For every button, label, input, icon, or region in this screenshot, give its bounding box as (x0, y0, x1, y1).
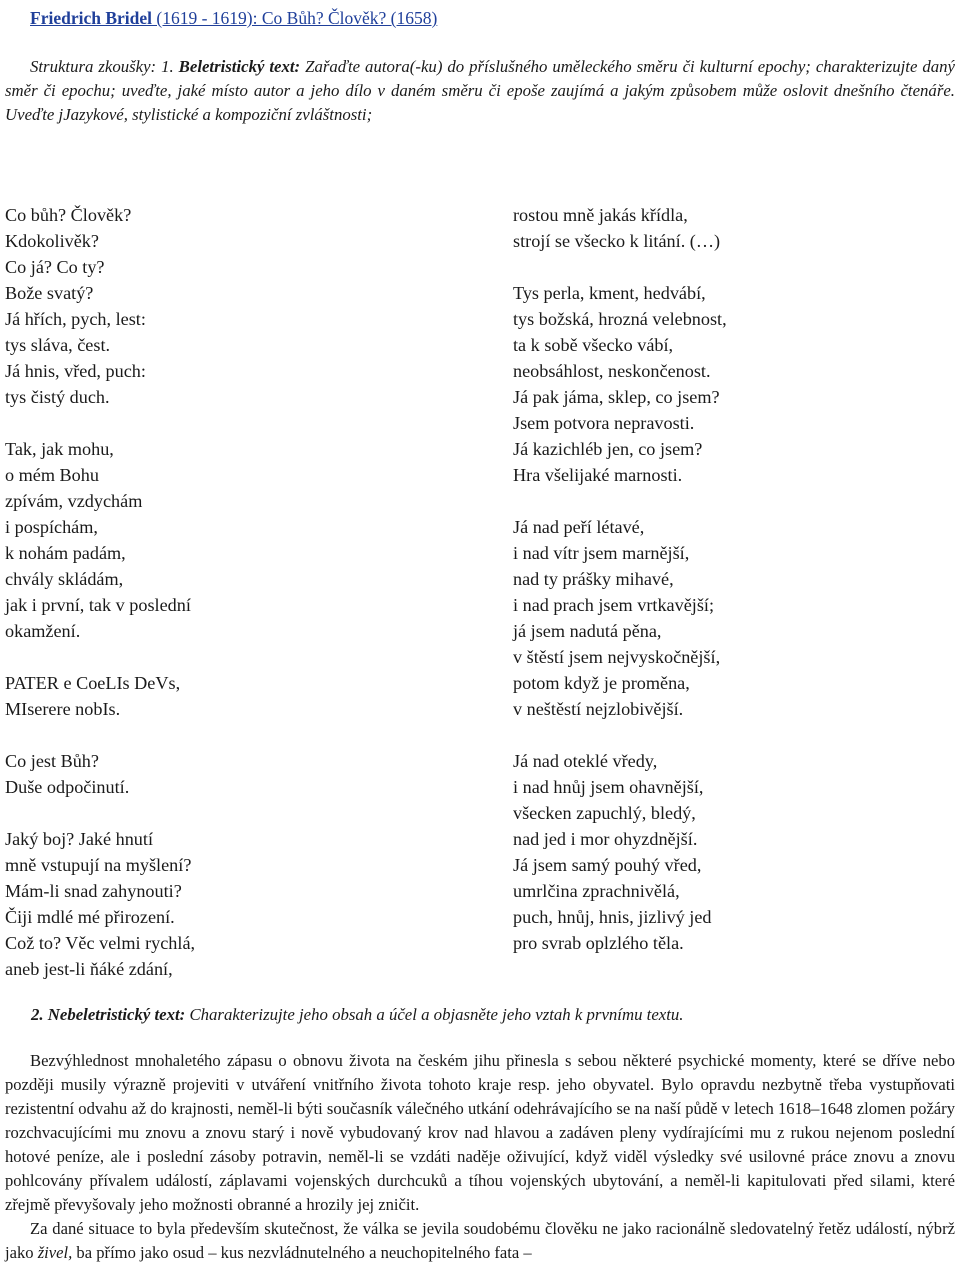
poem-line: i nad prach jsem vrtkavější; (513, 595, 715, 615)
poem-left-column (5, 202, 405, 1008)
poem-line: Já jsem samý pouhý vřed, (513, 855, 702, 875)
poem-line: já jsem nadutá pěna, (513, 621, 662, 641)
poem-line: Čiji mdlé mé přirození. (5, 907, 175, 927)
task-1-instructions (5, 55, 955, 127)
poem-line: Já kazichléb jen, co jsem? (513, 439, 703, 459)
poem-line: Co jest Bůh? (5, 751, 99, 771)
poem-line: nad jed i mor ohyzdnější. (513, 829, 698, 849)
poem-line: potom když je proměna, (513, 673, 690, 693)
poem-line: Což to? Věc velmi rychlá, (5, 933, 196, 953)
essay-text-run: ba přímo jako osud – kus nezvládnutelného a neuchopitelného fata – (72, 1243, 532, 1262)
poem-line: Co já? Co ty? (5, 257, 105, 277)
poem-line: o mém Bohu (5, 465, 99, 485)
poem-line: v štěstí jsem nejvyskočnější, (513, 647, 721, 667)
poem-line: puch, hnůj, hnis, jizlivý jed (513, 907, 712, 927)
poem-line: Já nad peří létavé, (513, 517, 645, 537)
poem-line: Já pak jáma, sklep, co jsem? (513, 387, 720, 407)
poem-stanza (5, 436, 405, 644)
poem-right-column (513, 202, 953, 982)
poem-line: mně vstupují na myšlení? (5, 855, 192, 875)
task-2-text: Charakterizujte jeho obsah a účel a objasněte jeho vztah k prvnímu textu. (185, 1005, 684, 1024)
poem-line: chvály skládám, (5, 569, 124, 589)
poem-line: PATER e CoeLIs DeVs, (5, 673, 181, 693)
poem-line: Tak, jak mohu, (5, 439, 114, 459)
task-1-intro: Struktura zkoušky: 1. (30, 57, 179, 76)
poem-line: okamžení. (5, 621, 81, 641)
poem-line: i nad hnůj jsem ohavnější, (513, 777, 704, 797)
essay-text (5, 1049, 955, 1265)
poem-stanza (5, 826, 405, 982)
task-1-label: Beletristický text: (178, 57, 301, 76)
poem-line: pro svrab oplzlého těla. (513, 933, 684, 953)
poem-line: ta k sobě všecko vábí, (513, 335, 674, 355)
poem-line: všecken zapuchlý, bledý, (513, 803, 696, 823)
poem-line: Jsem potvora nepravosti. (513, 413, 695, 433)
poem-line: neobsáhlost, neskončenost. (513, 361, 711, 381)
poem-line: Co bůh? Člověk? (5, 205, 132, 225)
poem-stanza (513, 202, 953, 254)
poem-line: Mám-li snad zahynouti? (5, 881, 182, 901)
poem-stanza (513, 748, 953, 956)
poem-line: tys čistý duch. (5, 387, 110, 407)
poem-stanza (513, 280, 953, 488)
poem-stanza (5, 670, 405, 722)
poem-line: Jaký boj? Jaké hnutí (5, 829, 153, 849)
author-link[interactable]: Friedrich Bridel (30, 8, 152, 28)
poem-line: k nohám padám, (5, 543, 126, 563)
task-1-text: Zařaďte autora(-ku) do příslušného uměleckého směru či kulturní epochy; charakterizujte daný směr či epochu; uveďte, jaké místo autor a jeho dílo v daném směru či epoše zaujímá a jakým způsobem může oslovit dnešního čtenáře. Uveďte jJazykové, stylistické a kompoziční zvláštnosti; (5, 57, 956, 124)
poem-line: Duše odpočinutí. (5, 777, 130, 797)
poem-line: Hra všelijaké marnosti. (513, 465, 683, 485)
poem-line: Já hnis, vřed, puch: (5, 361, 146, 381)
poem-line: umrlčina zprachnivělá, (513, 881, 680, 901)
poem-stanza (513, 514, 953, 722)
poem-line: Já hřích, pych, lest: (5, 309, 146, 329)
poem-line: i nad vítr jsem marnější, (513, 543, 690, 563)
poem-line: aneb jest-li ňáké zdání, (5, 959, 173, 979)
poem-line: MIserere nobIs. (5, 699, 121, 719)
poem-line: v neštěstí nejzlobivější. (513, 699, 684, 719)
essay-paragraph (5, 1217, 955, 1265)
poem-stanza (5, 748, 405, 800)
poem-line: zpívám, vzdychám (5, 491, 143, 511)
task-2-label: 2. Nebeletristický text: (31, 1005, 186, 1024)
essay-text-run: Za dané situace to byla především skutečnost, že válka se jevila soudobému člověku ne jako racionálně sledovatelný řetěz událostí, nýbrž jako (5, 1219, 955, 1262)
task-2-instructions (31, 1004, 683, 1026)
essay-emphasis: živel, (37, 1243, 73, 1262)
essay-paragraph: Bezvýhlednost mnohaletého zápasu o obnovu života na českém jihu přinesla s sebou některé psychické momenty, které se dříve nebo později musily výrazně projeviti v utváření vnitřního života tohoto kraje resp. jeho obyvatel. Bylo opravdu nezbytně třeba vystupňovati rezistentní odvahu až do krajnosti, neměl-li býti současník válečného utkání odehrávajícího se na naší půdě v letech 1618–1648 zlomen požáry rozchvacujícími mu znovu a znovu starý i nově vybudovaný krov nad hlavou a zadáven pleny vydírajícími mu z rukou nejenom poslední hotové peníze, ale i poslední zásoby potravin, neměl-li se vzdáti naděje oživující, když viděl výsledky své usilovné práce znovu a znovu pohlcovány přívalem událostí, záplavami vojenských durchcuků a tíhou vojenských ubytování, a neměl-li kapitulovati před silami, které zřejmě převyšovaly jeho možnosti obranné a hrozily jej zničit. (5, 1051, 955, 1214)
poem-line: rostou mně jakás křídla, (513, 205, 688, 225)
poem-line: Tys perla, kment, hedvábí, (513, 283, 706, 303)
poem-line: i pospíchám, (5, 517, 98, 537)
poem-line: tys sláva, čest. (5, 335, 111, 355)
document-title (30, 7, 437, 29)
poem-line: nad ty prášky mihavé, (513, 569, 674, 589)
title-rest: (1619 - 1619): Co Bůh? Člověk? (1658) (152, 8, 438, 28)
poem-line: Já nad oteklé vředy, (513, 751, 658, 771)
poem-line: strojí se všecko k litání. (…) (513, 231, 721, 251)
poem-line: jak i první, tak v poslední (5, 595, 191, 615)
poem-stanza (5, 202, 405, 410)
poem-line: Bože svatý? (5, 283, 94, 303)
poem-line: tys božská, hrozná velebnost, (513, 309, 727, 329)
poem-line: Kdokolivěk? (5, 231, 99, 251)
